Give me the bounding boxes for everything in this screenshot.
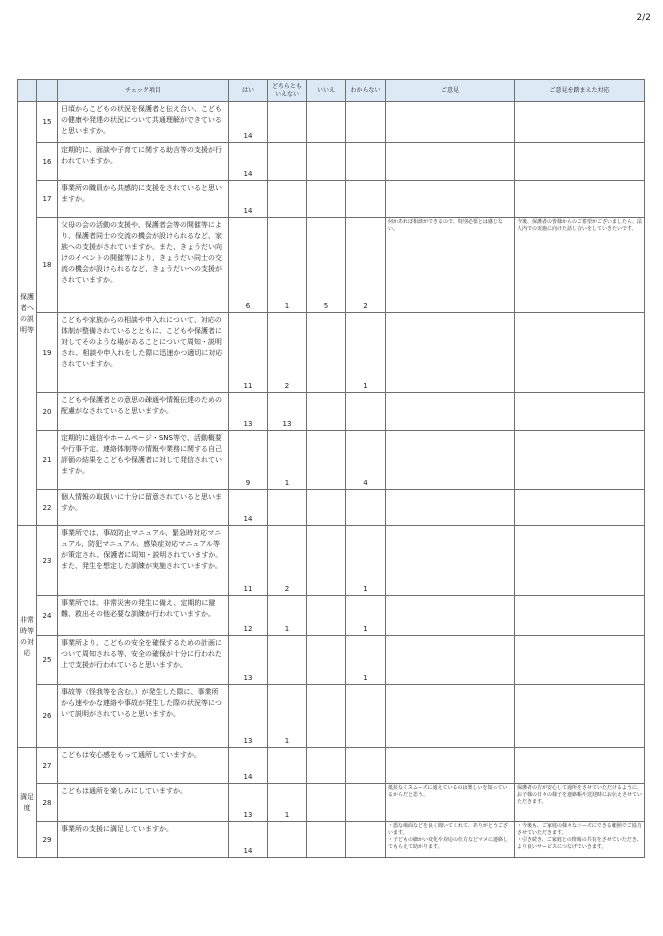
row-number: 27 <box>37 748 58 784</box>
table-row <box>18 748 645 784</box>
count-neither <box>268 143 307 181</box>
header-number <box>37 80 58 102</box>
count-no <box>307 431 346 490</box>
response-text <box>515 313 645 393</box>
response-text: 今後、保護者の皆様からのご希望がございましたら、法人内での実施に向けた話し合いをしていきたいです。 <box>515 218 645 313</box>
count-no <box>307 784 346 822</box>
count-no <box>307 102 346 143</box>
response-text: 保護者の方が安心して通所をさせていただけるように、お子様の日々の様子を連絡帳や送迎時にお伝えさせていただきます。 <box>515 784 645 822</box>
count-yes: 14 <box>229 143 268 181</box>
opinion-text <box>386 393 515 431</box>
count-yes: 13 <box>229 685 268 748</box>
count-unknown: 1 <box>346 636 386 685</box>
opinion-text <box>386 490 515 526</box>
count-neither: 1 <box>268 431 307 490</box>
header-opinion: ご意見 <box>386 80 515 102</box>
count-unknown <box>346 822 386 858</box>
opinion-text <box>386 143 515 181</box>
category-label-satisfaction: 満足度 <box>18 748 37 858</box>
table-row <box>18 685 645 748</box>
count-unknown <box>346 181 386 218</box>
table-row <box>18 313 645 393</box>
row-number: 26 <box>37 685 58 748</box>
opinion-text: 抵抗なくスムーズに通えているのは楽しいを知っているからだと思う。 <box>386 784 515 822</box>
count-yes: 12 <box>229 596 268 636</box>
table-row <box>18 822 645 858</box>
opinion-text <box>386 431 515 490</box>
header-check-item: チェック項目 <box>58 80 229 102</box>
check-item-text: 事故等（怪我等を含む。）が発生した際に、事業所から速やかな連絡や事故が発生した際の状況等について説明がされていると思いますか。 <box>58 685 229 748</box>
response-text <box>515 636 645 685</box>
check-item-text: 事業所より、こどもの安全を確保するための計画について周知される等、安全の確保が十分に行われた上で支援が行われていると思いますか。 <box>58 636 229 685</box>
count-yes: 9 <box>229 431 268 490</box>
header-category <box>18 80 37 102</box>
row-number: 21 <box>37 431 58 490</box>
count-no <box>307 393 346 431</box>
check-item-text: こどもや保護者との意思の疎通や情報伝達のための配慮がなされていると思いますか。 <box>58 393 229 431</box>
count-yes: 14 <box>229 748 268 784</box>
category-label-emergency: 非常時等の対応 <box>18 526 37 748</box>
table-row <box>18 181 645 218</box>
check-item-text: 定期的に、面談や子育てに関する助言等の支援が行われていますか。 <box>58 143 229 181</box>
response-text <box>515 431 645 490</box>
row-number: 24 <box>37 596 58 636</box>
table-row <box>18 784 645 822</box>
header-response: ご意見を踏まえた対応 <box>515 80 645 102</box>
count-unknown <box>346 102 386 143</box>
count-unknown <box>346 784 386 822</box>
table-row <box>18 143 645 181</box>
table-row <box>18 636 645 685</box>
table-row <box>18 102 645 143</box>
count-no <box>307 181 346 218</box>
row-number: 17 <box>37 181 58 218</box>
check-item-text: 個人情報の取扱いに十分に留意されていると思いますか。 <box>58 490 229 526</box>
count-neither <box>268 748 307 784</box>
check-item-text: 日頃からこどもの状況を保護者と伝え合い、こどもの健康や発達の状況について共通理解ができていると思いますか。 <box>58 102 229 143</box>
response-text: ・今後も、ご家庭の様々なニーズにできる範囲でご協力させていただきます。 ・引き続き、ご家庭との情報の共有をさせていただき、より良いサービスにつなげていきます。 <box>515 822 645 858</box>
opinion-text: ・悪な場面などを良く聞いてくれて、ありがとうございます。 ・子どもの細かい変化や対応の仕方などマメに連絡してもらえて助かります。 <box>386 822 515 858</box>
count-no <box>307 596 346 636</box>
response-text <box>515 181 645 218</box>
opinion-text <box>386 526 515 596</box>
page-number: 2/2 <box>636 13 651 23</box>
count-yes: 14 <box>229 822 268 858</box>
table-row <box>18 218 645 313</box>
count-unknown <box>346 490 386 526</box>
count-yes: 14 <box>229 181 268 218</box>
count-unknown <box>346 143 386 181</box>
count-neither: 1 <box>268 596 307 636</box>
header-unknown: わからない <box>346 80 386 102</box>
count-neither <box>268 490 307 526</box>
row-number: 15 <box>37 102 58 143</box>
opinion-text <box>386 685 515 748</box>
count-unknown <box>346 393 386 431</box>
check-item-text: こどもは安心感をもって通所していますか。 <box>58 748 229 784</box>
row-number: 16 <box>37 143 58 181</box>
check-item-text: 父母の会の活動の支援や、保護者会等の開催等により、保護者同士の交流の機会が設けられるなど、家族への支援がされていますか。また、きょうだい向けのイベントの開催等により、きょうだい同士の交流の機会が設けられるなど、きょうだいへの支援がされていますか。 <box>58 218 229 313</box>
count-no <box>307 143 346 181</box>
response-text <box>515 143 645 181</box>
count-no <box>307 685 346 748</box>
check-item-text: 定期的に通信やホームページ・SNS等で、活動概要や行事予定、連絡体制等の情報や業務に関する自己評価の結果をこどもや保護者に対して発信されていますか。 <box>58 431 229 490</box>
table-row <box>18 393 645 431</box>
response-text <box>515 393 645 431</box>
row-number: 19 <box>37 313 58 393</box>
count-yes: 6 <box>229 218 268 313</box>
count-unknown: 1 <box>346 596 386 636</box>
check-item-text: 事業所の支援に満足していますか。 <box>58 822 229 858</box>
count-neither: 1 <box>268 784 307 822</box>
count-unknown: 1 <box>346 526 386 596</box>
count-yes: 13 <box>229 636 268 685</box>
count-no: 5 <box>307 218 346 313</box>
header-no: いいえ <box>307 80 346 102</box>
count-yes: 13 <box>229 784 268 822</box>
table-row <box>18 490 645 526</box>
opinion-text: 何かあれば相談ができるので、特別必要とは感じない。 <box>386 218 515 313</box>
opinion-text <box>386 313 515 393</box>
count-yes: 14 <box>229 102 268 143</box>
opinion-text <box>386 636 515 685</box>
category-label-guardian: 保護者への説明等 <box>18 102 37 526</box>
check-item-text: 事業所の職員から共感的に支援をされていると思いますか。 <box>58 181 229 218</box>
check-table <box>17 79 645 858</box>
row-number: 28 <box>37 784 58 822</box>
row-number: 20 <box>37 393 58 431</box>
check-item-text: 事業所では、事故防止マニュアル、緊急時対応マニュアル、防犯マニュアル、感染症対応マニュアル等が策定され、保護者に周知・説明されていますか。また、発生を想定した訓練が実施されていますか。 <box>58 526 229 596</box>
count-neither: 13 <box>268 393 307 431</box>
response-text <box>515 526 645 596</box>
count-neither <box>268 636 307 685</box>
response-text <box>515 596 645 636</box>
response-text <box>515 490 645 526</box>
opinion-text <box>386 596 515 636</box>
count-yes: 14 <box>229 490 268 526</box>
row-number: 22 <box>37 490 58 526</box>
count-no <box>307 822 346 858</box>
opinion-text <box>386 748 515 784</box>
count-no <box>307 313 346 393</box>
header-yes: はい <box>229 80 268 102</box>
row-number: 25 <box>37 636 58 685</box>
count-no <box>307 490 346 526</box>
opinion-text <box>386 102 515 143</box>
response-text <box>515 102 645 143</box>
row-number: 23 <box>37 526 58 596</box>
count-yes: 11 <box>229 526 268 596</box>
check-item-text: こどもは通所を楽しみにしていますか。 <box>58 784 229 822</box>
response-text <box>515 748 645 784</box>
count-neither <box>268 822 307 858</box>
count-unknown: 1 <box>346 313 386 393</box>
count-yes: 13 <box>229 393 268 431</box>
count-neither: 2 <box>268 313 307 393</box>
table-row <box>18 431 645 490</box>
count-unknown: 4 <box>346 431 386 490</box>
header-neither: どちらとも いえない <box>268 80 307 102</box>
count-neither: 2 <box>268 526 307 596</box>
count-no <box>307 636 346 685</box>
opinion-text <box>386 181 515 218</box>
count-neither: 1 <box>268 685 307 748</box>
check-item-text: こどもや家族からの相談や申入れについて、対応の体制が整備されているとともに、こどもや保護者に対してそのような場があることについて周知・説明され、相談や申入れをした際に迅速かつ適切に対応されていますか。 <box>58 313 229 393</box>
count-neither <box>268 102 307 143</box>
row-number: 29 <box>37 822 58 858</box>
row-number: 18 <box>37 218 58 313</box>
count-no <box>307 748 346 784</box>
count-unknown <box>346 748 386 784</box>
table-row <box>18 526 645 596</box>
count-unknown: 2 <box>346 218 386 313</box>
count-no <box>307 526 346 596</box>
count-unknown <box>346 685 386 748</box>
count-yes: 11 <box>229 313 268 393</box>
response-text <box>515 685 645 748</box>
check-item-text: 事業所では、非常災害の発生に備え、定期的に避難、救出その他必要な訓練が行われていますか。 <box>58 596 229 636</box>
table-row <box>18 596 645 636</box>
count-neither: 1 <box>268 218 307 313</box>
count-neither <box>268 181 307 218</box>
header-row <box>18 80 645 102</box>
